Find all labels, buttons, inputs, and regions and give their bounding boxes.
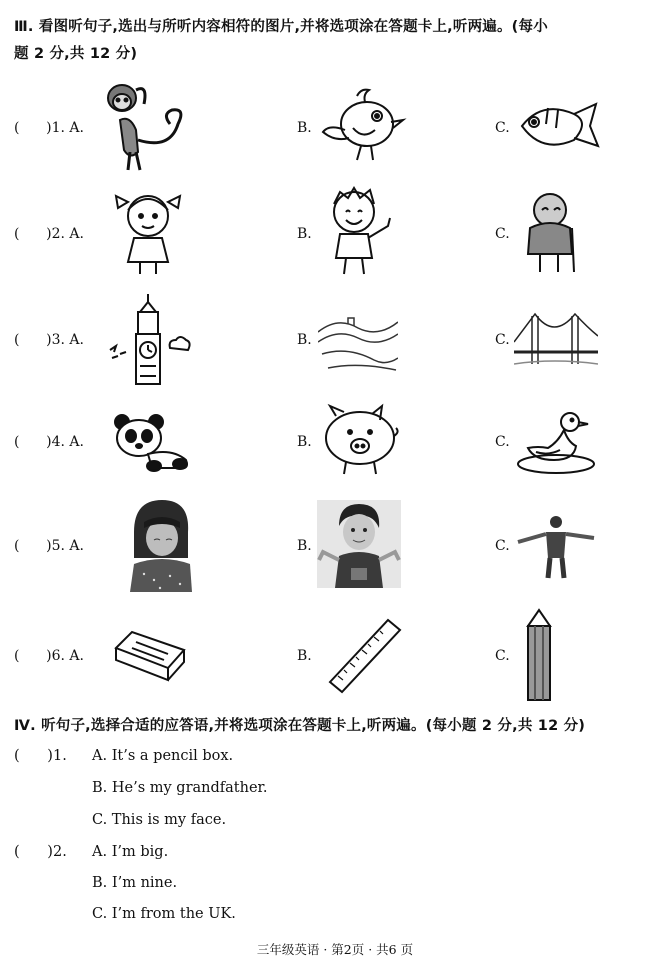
question-label: ( )4. A. [14, 434, 84, 450]
boy-icon [318, 182, 398, 277]
option-c-label: C. [495, 120, 510, 136]
option-c-label: C. [495, 648, 510, 664]
girl-icon [110, 188, 190, 278]
option-c-label: C. [495, 226, 510, 242]
section-3-title-line-2: 题 2 分,共 12 分) [14, 46, 138, 62]
option-c-label: C. [495, 434, 510, 450]
grandpa-icon [512, 188, 592, 276]
answer-option-b: B. I’m nine. [92, 875, 178, 891]
option-b-label: B. [297, 226, 312, 242]
option-b-label: B. [297, 648, 312, 664]
question-label: ( )2. [14, 844, 67, 860]
section-4-title: Ⅳ. 听句子,选择合适的应答语,并将选项涂在答题卡上,听两遍。(每小题 2 分,共 12 分) [14, 718, 586, 734]
pencil-icon [524, 608, 554, 703]
monkey-icon [100, 80, 195, 175]
option-c-label: C. [495, 332, 510, 348]
question-row-1 [0, 80, 670, 175]
ruler-icon [326, 616, 402, 696]
answer-option-a: A. I’m big. [92, 844, 169, 860]
duck-icon [514, 408, 598, 476]
pig-icon [316, 402, 400, 480]
question-label: ( )6. A. [14, 648, 84, 664]
answer-option-c: C. I’m from the UK. [92, 906, 236, 922]
option-c-label: C. [495, 538, 510, 554]
question-row-5 [0, 498, 670, 593]
fish-icon [512, 94, 602, 159]
great-wall-icon [318, 312, 398, 374]
golden-gate-bridge-icon [514, 312, 598, 372]
big-ben-icon [104, 292, 194, 387]
bird-icon [317, 84, 407, 169]
question-label: ( )1. A. [14, 120, 84, 136]
panda-icon [108, 410, 192, 475]
answer-option-a: A. It’s a pencil box. [92, 748, 234, 764]
man-arms-open-photo [514, 512, 598, 580]
option-b-label: B. [297, 434, 312, 450]
question-label: ( )1. [14, 748, 67, 764]
option-b-label: B. [297, 120, 312, 136]
question-row-3 [0, 292, 670, 387]
answer-option-c: C. This is my face. [92, 812, 227, 828]
question-label: ( )3. A. [14, 332, 84, 348]
question-row-2 [0, 188, 670, 283]
question-label: ( )5. A. [14, 538, 84, 554]
woman-photo [130, 498, 192, 592]
question-label: ( )2. A. [14, 226, 84, 242]
page-footer: 三年级英语 · 第2页 · 共6 页 [256, 942, 414, 957]
question-row-4 [0, 402, 670, 482]
option-b-label: B. [297, 332, 312, 348]
answer-option-b: B. He’s my grandfather. [92, 780, 268, 796]
question-row-6 [0, 608, 670, 703]
eraser-icon [112, 628, 188, 686]
section-3-title-line-1: Ⅲ. 看图听句子,选出与所听内容相符的图片,并将选项涂在答题卡上,听两遍。(每小 [14, 19, 548, 35]
boy-shrugging-photo [317, 500, 401, 588]
option-b-label: B. [297, 538, 312, 554]
